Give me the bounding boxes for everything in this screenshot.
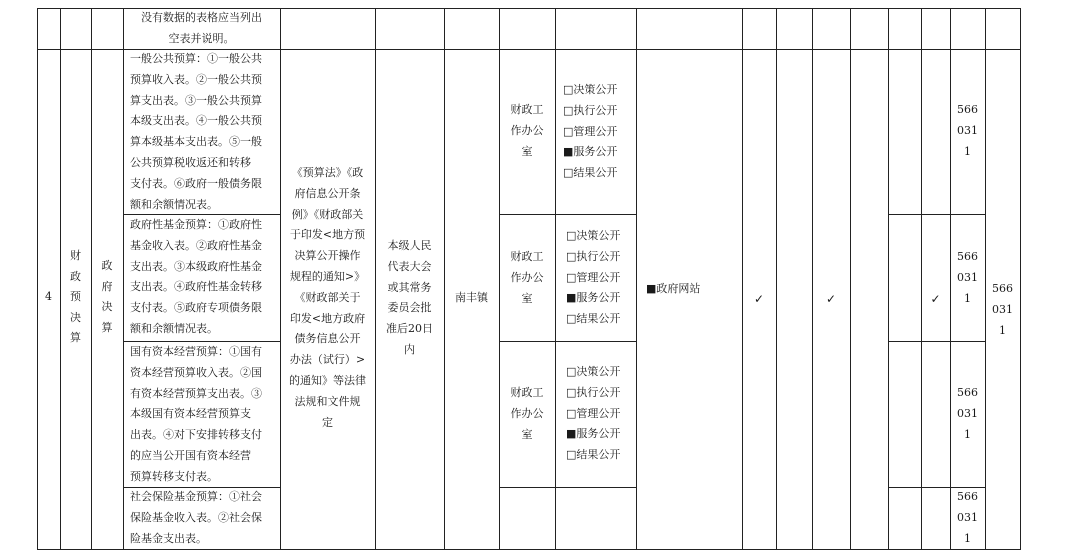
text-line: 作办公 bbox=[510, 406, 544, 420]
text-line: 支付表。⑥政府一般债务限 bbox=[130, 176, 262, 190]
text-line: 《财政部关于 bbox=[294, 290, 361, 304]
text-line: 府信息公开条 bbox=[294, 186, 361, 200]
text-char: 政 bbox=[101, 259, 113, 272]
rule bbox=[742, 8, 743, 550]
text-line: 566 bbox=[957, 250, 978, 263]
text-line: 财政工 bbox=[510, 386, 544, 399]
option-item: □结果公开 bbox=[566, 312, 621, 326]
text-line: 决算公开操作 bbox=[294, 249, 361, 263]
text-line: 1 bbox=[964, 427, 971, 441]
text-line: 出表。④对下安排转移支付 bbox=[130, 428, 262, 442]
text-char: 政 bbox=[70, 269, 81, 283]
code-cell-main bbox=[985, 279, 1020, 341]
text-line: 的通知》等法律 bbox=[289, 373, 366, 387]
text-line: 定 bbox=[322, 415, 333, 429]
text-line: 566 bbox=[957, 490, 978, 503]
text-line: 政府性基金预算：①政府性 bbox=[130, 218, 262, 231]
text-line: 没有数据的表格应当列出 bbox=[141, 11, 262, 24]
rule bbox=[888, 214, 985, 215]
responsible-cell bbox=[499, 383, 555, 445]
text-line: 财政工 bbox=[510, 103, 544, 116]
text-line: 031 bbox=[957, 123, 978, 137]
text-line: 额和余额情况表。 bbox=[130, 321, 218, 335]
option-item: □管理公开 bbox=[566, 270, 621, 284]
content-cell bbox=[130, 342, 262, 488]
text-line: 1 bbox=[964, 144, 971, 158]
check-mark: ✓ bbox=[753, 292, 765, 306]
basis-cell bbox=[280, 163, 375, 433]
subject-cell: 南丰镇 bbox=[455, 291, 488, 304]
text-line: 566 bbox=[957, 103, 978, 116]
rule bbox=[37, 8, 38, 550]
text-line: 基金收入表。②政府性基金 bbox=[130, 238, 262, 252]
responsible-cell bbox=[499, 247, 555, 309]
text-line: 法规和文件规 bbox=[294, 394, 361, 408]
text-line: 031 bbox=[992, 302, 1013, 316]
text-line: 本级人民 bbox=[387, 239, 432, 252]
text-line: 准后20日 bbox=[386, 322, 433, 336]
text-char: 预 bbox=[70, 290, 81, 303]
text-line: 预算转移支付表。 bbox=[130, 469, 218, 483]
text-char: 财 bbox=[70, 249, 81, 262]
time-limit-cell bbox=[375, 236, 444, 361]
text-line: 室 bbox=[521, 291, 533, 305]
text-line: 或其常务 bbox=[387, 280, 432, 294]
option-item: □管理公开 bbox=[566, 406, 621, 420]
rule bbox=[921, 8, 922, 550]
rule bbox=[888, 8, 889, 550]
content-cell bbox=[130, 49, 262, 215]
text-line: 1 bbox=[964, 291, 971, 305]
text-line: 社会保险基金预算：①社会 bbox=[130, 490, 262, 503]
text-line: 印发<地方政府 bbox=[289, 311, 366, 325]
text-line: 公共预算税收返还和转移 bbox=[130, 155, 251, 169]
text-char: 算 bbox=[70, 331, 81, 344]
text-line: 支出表。③本级政府性基金 bbox=[130, 259, 262, 273]
option-item: □结果公开 bbox=[563, 166, 618, 180]
option-item: □决策公开 bbox=[566, 365, 621, 378]
rule bbox=[1020, 8, 1021, 550]
option-item: □执行公开 bbox=[563, 103, 618, 117]
text-line: 支付表。⑤政府专项债务限 bbox=[130, 301, 262, 315]
check-mark: ✓ bbox=[825, 292, 837, 306]
text-line: 办法（试行）> bbox=[289, 353, 366, 367]
option-item: □执行公开 bbox=[566, 385, 621, 399]
text-line: 支出表。④政府性基金转移 bbox=[130, 280, 262, 294]
rule bbox=[499, 341, 636, 342]
text-char: 决 bbox=[101, 300, 113, 313]
responsible-cell bbox=[499, 100, 555, 162]
text-line: 作办公 bbox=[510, 270, 544, 284]
rule bbox=[888, 341, 985, 342]
text-line: 于印发<地方预 bbox=[289, 228, 366, 242]
text-line: 额和余额情况表。 bbox=[130, 197, 218, 211]
rule bbox=[812, 8, 813, 550]
text-line: 1 bbox=[999, 323, 1006, 337]
text-line: 031 bbox=[957, 510, 978, 524]
rule bbox=[555, 8, 556, 550]
rule bbox=[850, 8, 851, 550]
text-line: 有资本经营预算支出表。③ bbox=[130, 386, 262, 400]
text-line: 室 bbox=[521, 427, 533, 441]
rule bbox=[776, 8, 777, 550]
code-cell bbox=[950, 100, 985, 162]
disclosure-options bbox=[566, 362, 620, 466]
rule bbox=[444, 8, 445, 550]
option-item: ■服务公开 bbox=[563, 145, 618, 159]
top-note bbox=[123, 8, 280, 50]
text-line: 资本经营预算收入表。②国 bbox=[130, 365, 262, 379]
content-cell bbox=[130, 487, 262, 549]
text-line: 本级支出表。④一般公共预 bbox=[130, 114, 262, 128]
option-item: □执行公开 bbox=[566, 249, 621, 263]
text-line: 室 bbox=[521, 144, 533, 158]
text-line: 算本级基本支出表。⑤一般 bbox=[130, 135, 262, 149]
text-line: 规程的通知>》 bbox=[289, 269, 366, 283]
rule bbox=[123, 8, 124, 550]
option-item: ■服务公开 bbox=[566, 291, 621, 305]
text-line: 566 bbox=[992, 282, 1013, 295]
text-line: 算支出表。③一般公共预算 bbox=[130, 93, 262, 107]
disclosure-options bbox=[566, 226, 620, 330]
option-item: ■服务公开 bbox=[566, 427, 621, 441]
text-line: 代表大会 bbox=[387, 259, 432, 273]
text-line: 本级国有资本经营预算支 bbox=[130, 407, 251, 421]
code-cell bbox=[950, 383, 985, 445]
content-cell bbox=[130, 215, 262, 340]
category-cell bbox=[60, 246, 91, 349]
text-line: 财政工 bbox=[510, 250, 544, 263]
rule bbox=[499, 214, 636, 215]
check-mark: ✓ bbox=[930, 292, 941, 306]
text-line: 031 bbox=[957, 270, 978, 284]
text-line: 内 bbox=[404, 342, 415, 356]
text-line: 031 bbox=[957, 406, 978, 420]
text-line: 《预算法》《政 bbox=[291, 166, 364, 179]
text-line: 委员会批 bbox=[387, 301, 432, 315]
text-line: 国有资本经营预算：①国有 bbox=[130, 345, 262, 358]
option-item: □决策公开 bbox=[563, 83, 618, 96]
text-line: 的应当公开国有资本经营 bbox=[130, 448, 251, 462]
code-cell bbox=[950, 247, 985, 309]
disclosure-options bbox=[563, 80, 617, 184]
rule bbox=[636, 8, 637, 550]
text-line: 险基金支出表。 bbox=[130, 531, 207, 545]
subcategory-cell bbox=[91, 256, 123, 338]
option-item: □决策公开 bbox=[566, 229, 621, 242]
rule bbox=[499, 487, 636, 488]
text-line: 保险基金收入表。②社会保 bbox=[130, 510, 262, 524]
text-char: 算 bbox=[101, 320, 113, 334]
text-line: 566 bbox=[957, 386, 978, 399]
option-item: □结果公开 bbox=[566, 448, 621, 462]
text-line: 债务信息公开 bbox=[294, 332, 361, 346]
text-line: 一般公共预算：①一般公共 bbox=[130, 52, 262, 65]
option-item: □管理公开 bbox=[563, 124, 618, 138]
text-line: 空表并说明。 bbox=[168, 31, 235, 45]
channel-cell: ■政府网站 bbox=[646, 282, 701, 295]
text-char: 决 bbox=[70, 310, 81, 324]
text-line: 例》《财政部关 bbox=[291, 207, 364, 221]
text-char: 府 bbox=[101, 279, 113, 293]
text-line: 作办公 bbox=[510, 123, 544, 137]
text-line: 1 bbox=[964, 531, 971, 545]
code-cell bbox=[950, 487, 985, 549]
row-number: 4 bbox=[45, 290, 52, 303]
text-line: 预算收入表。②一般公共预 bbox=[130, 72, 262, 86]
